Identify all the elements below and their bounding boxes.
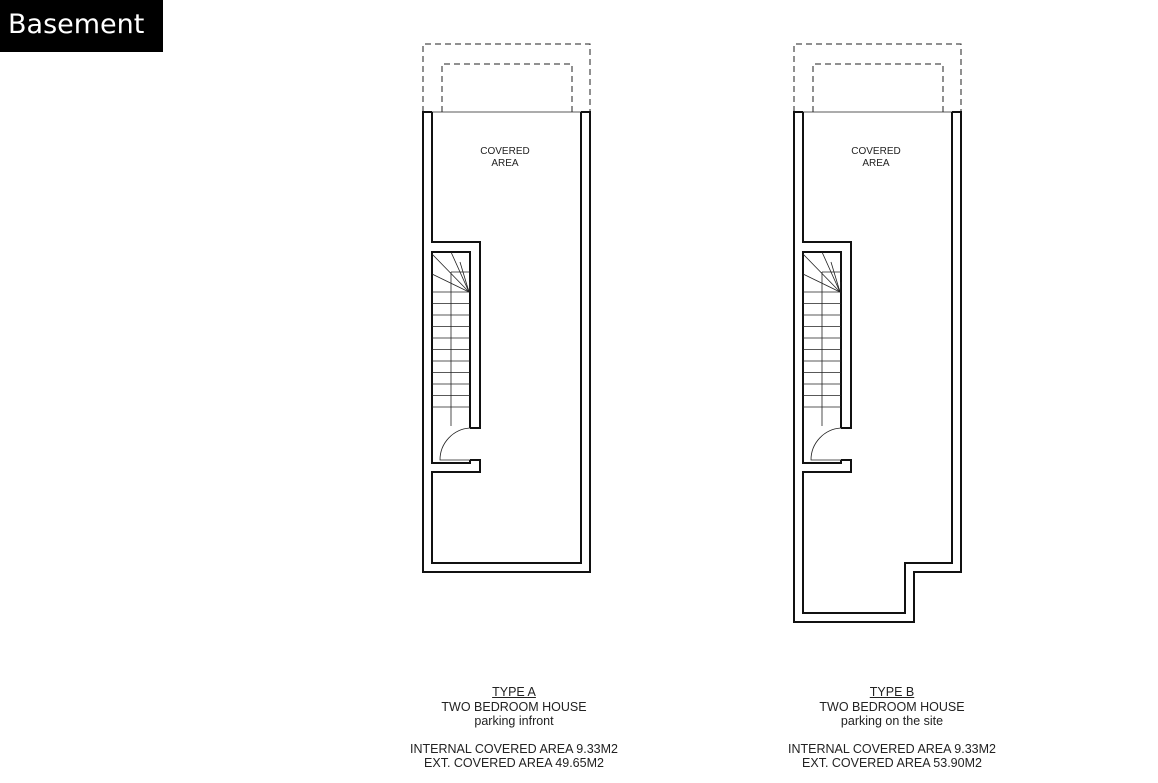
room-label: AREA [491,158,519,169]
stair-winder [432,274,469,292]
parking-outline-outer [423,44,590,112]
type-label: TYPE A [492,685,536,699]
caption-type-a [384,685,644,771]
parking-outline-inner [442,64,572,112]
outer-wall [423,112,590,572]
internal-area: INTERNAL COVERED AREA 9.33M2 [788,741,996,756]
plan-type-a [423,44,590,572]
inner-wall [432,112,581,563]
stair-winder [803,274,840,292]
outer-wall [794,112,961,622]
parking-note: parking on the site [840,714,944,728]
description: TWO BEDROOM HOUSE [819,699,965,714]
door-swing [811,428,841,460]
parking-outline-outer [794,44,961,112]
parking-note: parking infront [474,714,554,728]
type-label: TYPE B [869,685,915,699]
description: TWO BEDROOM HOUSE [441,699,587,714]
inner-wall [803,112,952,613]
external-area: EXT. COVERED AREA 53.90M2 [802,756,982,770]
internal-area: INTERNAL COVERED AREA 9.33M2 [410,741,618,756]
caption-type-b [762,685,1022,771]
plan-type-b [794,44,961,622]
room-label: AREA [862,158,890,169]
parking-outline-inner [813,64,943,112]
door-swing [440,428,470,460]
page-title: Basement [0,0,163,52]
room-label: COVERED [851,146,901,157]
external-area: EXT. COVERED AREA 49.65M2 [424,756,604,770]
room-label: COVERED [480,146,530,157]
